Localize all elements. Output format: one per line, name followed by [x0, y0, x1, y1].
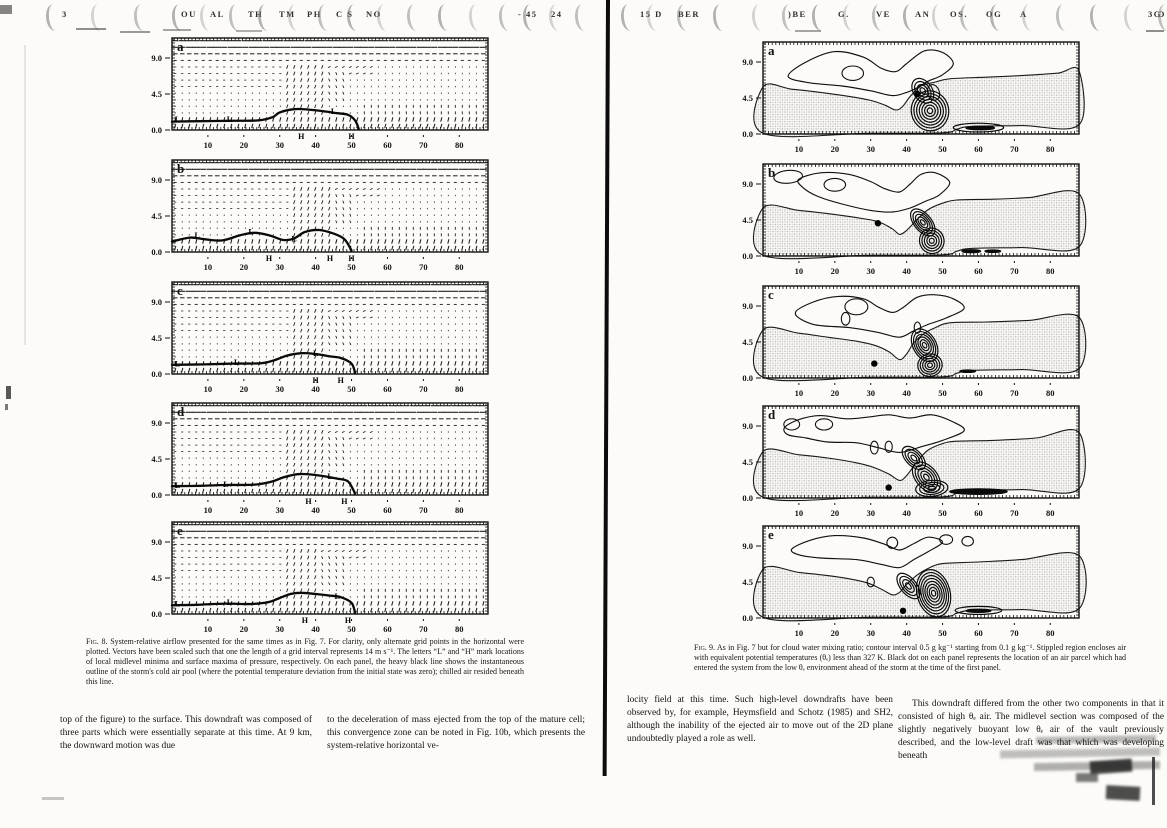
svg-text:40: 40: [311, 262, 320, 272]
running-head-fragment: AN: [915, 9, 931, 19]
svg-text:0.0: 0.0: [151, 125, 162, 135]
svg-text:c: c: [177, 283, 183, 298]
svg-text:40: 40: [311, 384, 320, 394]
fig8-panel-c: [117, 279, 502, 401]
svg-text:4.5: 4.5: [151, 454, 162, 464]
svg-text:50: 50: [347, 624, 356, 634]
svg-text:10: 10: [203, 262, 213, 272]
low-pressure-mark: L: [174, 481, 181, 490]
svg-text:10: 10: [794, 144, 804, 154]
svg-text:80: 80: [455, 262, 464, 272]
running-head-fragment: A: [1020, 9, 1028, 19]
svg-text:40: 40: [311, 624, 320, 634]
svg-text:20: 20: [239, 624, 249, 634]
svg-text:9.0: 9.0: [742, 57, 753, 67]
svg-text:b: b: [177, 161, 185, 176]
low-pressure-mark: L: [327, 472, 333, 482]
svg-text:40: 40: [311, 140, 320, 150]
svg-text:20: 20: [239, 262, 249, 272]
svg-text:40: 40: [311, 505, 320, 515]
svg-text:70: 70: [419, 140, 428, 150]
svg-text:4.5: 4.5: [151, 211, 162, 221]
air-parcel-dot: [900, 608, 906, 614]
svg-text:80: 80: [455, 140, 464, 150]
scan-artifact: [42, 797, 64, 800]
svg-text:30: 30: [275, 505, 284, 515]
svg-text:60: 60: [383, 624, 392, 634]
fig9-panel-a: [708, 39, 1093, 161]
running-head-fragment: - 45: [518, 9, 538, 19]
svg-text:20: 20: [830, 144, 840, 154]
svg-text:40: 40: [902, 144, 911, 154]
scan-artifact: [24, 45, 26, 345]
scan-artifact: [0, 5, 12, 14]
svg-text:10: 10: [203, 140, 213, 150]
running-head-fragment: 3Ѡ: [1148, 9, 1166, 19]
low-pressure-mark: L: [194, 231, 200, 241]
svg-text:4.5: 4.5: [151, 333, 162, 343]
fig9-caption: Fig. 9. As in Fig. 7 but for cloud water mixing ratio; contour interval 0.5 g kg⁻¹ starting from 0.1 g kg⁻¹. Stippled region encloses air with equivalent potential temperatures (θₑ) less than 327 K. Black dot on each panel represents the location of an air parcel which had entered the system from the low θₑ environment ahead of the storm at the time of the first panel.: [694, 643, 1126, 672]
svg-text:0.0: 0.0: [742, 129, 753, 139]
svg-text:0.0: 0.0: [151, 369, 162, 379]
running-head-fragment: C S: [336, 9, 354, 19]
scan-artifact: [1106, 785, 1141, 801]
fig8-caption: Fig. 8. System-relative airflow presented for the same times as in Fig. 7. For clarity, only alternate grid points in the horizontal were plotted. Vectors have been scaled such that one the length of a grid interval represents 14 m s⁻¹. The letters “L” and “H” mark locations of local midlevel minima and surface maxima of pressure, respectively. On each panel, the heavy black line shows the instantaneous outline of the storm's cold air pool (where the potential temperature deviation from the initial state was zero); chilled air resided beneath this line.: [86, 637, 525, 686]
high-pressure-mark: H: [341, 497, 348, 506]
scan-artifact: [1076, 773, 1098, 782]
low-pressure-mark: L: [174, 115, 181, 125]
svg-text:50: 50: [347, 384, 356, 394]
scan-artifact: [236, 30, 262, 32]
low-pressure-mark: L: [330, 107, 337, 117]
svg-text:50: 50: [938, 144, 947, 154]
scan-artifact: [163, 29, 191, 31]
svg-text:0.0: 0.0: [151, 490, 162, 500]
low-pressure-mark: L: [233, 358, 240, 367]
svg-text:60: 60: [383, 384, 392, 394]
fig8-panel-b: [117, 157, 502, 279]
svg-text:50: 50: [347, 505, 356, 515]
air-parcel-dot: [875, 220, 881, 226]
svg-text:10: 10: [203, 624, 213, 634]
svg-text:4.5: 4.5: [151, 573, 162, 583]
svg-text:9.0: 9.0: [151, 297, 162, 307]
svg-text:4.5: 4.5: [742, 93, 753, 103]
svg-text:20: 20: [239, 384, 249, 394]
svg-text:60: 60: [383, 140, 392, 150]
svg-text:a: a: [177, 39, 184, 54]
fig9-panel-c: [708, 283, 1093, 405]
running-head-fragment: OS.: [950, 9, 968, 19]
high-pressure-mark: H: [298, 132, 305, 141]
svg-text:9.0: 9.0: [151, 53, 162, 63]
fig8-panel-d: [117, 400, 502, 522]
high-pressure-mark: H: [344, 616, 352, 625]
high-pressure-mark: H: [326, 254, 334, 263]
high-pressure-mark: H: [348, 132, 355, 141]
svg-text:50: 50: [347, 262, 356, 272]
fig8-panel-a: [117, 35, 502, 157]
fig8-panel-e: [117, 519, 502, 641]
right-body-col2: This downdraft differed from the other two components in that it consisted of high θₑ air. The midlevel section was composed of the slightly negatively buoyant low θₑ air of the vault previously described, and the low-level draft was that which was developing beneath: [898, 699, 1164, 761]
svg-text:9.0: 9.0: [151, 418, 162, 428]
svg-text:9.0: 9.0: [151, 175, 162, 185]
fig9-panel-b: [708, 161, 1093, 283]
svg-text:60: 60: [383, 505, 392, 515]
fig9-panel-d: [708, 403, 1093, 525]
low-pressure-mark: L: [226, 598, 233, 607]
svg-text:80: 80: [455, 505, 464, 515]
high-pressure-mark: H: [305, 497, 312, 506]
running-head-fragment: 3: [62, 9, 68, 19]
svg-text:0.0: 0.0: [151, 247, 162, 257]
running-head-fragment: OU: [181, 9, 197, 19]
svg-text:80: 80: [455, 624, 464, 634]
svg-text:a: a: [768, 43, 775, 58]
air-parcel-dot: [885, 484, 891, 490]
right-body-col1: locity field at this time. Such high-level downdrafts have been observed by, for example, Heymsfield and Schotz (1985) and SH2, although the inability of the ejected air to move out of the 2D plane undoubtedly played a role as well.: [627, 695, 893, 744]
svg-text:50: 50: [347, 140, 356, 150]
running-head-fragment: 15 D: [640, 9, 663, 19]
running-head-fragment: TH: [248, 9, 264, 19]
scan-artifact: [5, 404, 8, 410]
low-pressure-mark: L: [334, 592, 340, 601]
scan-artifact: [795, 30, 821, 32]
svg-text:10: 10: [203, 384, 213, 394]
low-pressure-mark: L: [226, 114, 233, 124]
air-parcel-dot: [871, 360, 877, 366]
scan-artifact: [1146, 30, 1164, 32]
svg-text:d: d: [177, 404, 185, 419]
svg-text:30: 30: [275, 384, 284, 394]
fig9-panel-e: [708, 523, 1093, 645]
scan-artifact: [76, 28, 106, 30]
svg-text:20: 20: [239, 140, 249, 150]
svg-text:60: 60: [383, 262, 392, 272]
low-pressure-mark: L: [174, 359, 181, 369]
high-pressure-mark: H: [312, 376, 319, 385]
high-pressure-mark: H: [348, 254, 355, 263]
low-pressure-mark: L: [223, 479, 229, 489]
svg-text:70: 70: [419, 505, 428, 515]
svg-text:80: 80: [1046, 144, 1055, 154]
running-head-fragment: BER: [678, 9, 700, 19]
running-head-fragment: OG: [986, 9, 1003, 19]
svg-text:10: 10: [203, 505, 213, 515]
left-body-col2: to the deceleration of mass ejected from the top of the mature cell; this convergence zone can be noted in Fig. 10b, which presents the system-relative horizontal ve-: [327, 715, 585, 751]
svg-text:30: 30: [275, 140, 284, 150]
svg-text:70: 70: [419, 262, 428, 272]
low-pressure-mark: L: [312, 349, 319, 359]
running-head-fragment: PH: [307, 9, 322, 19]
svg-text:80: 80: [455, 384, 464, 394]
svg-text:70: 70: [1010, 144, 1019, 154]
running-head-fragment: TM: [279, 9, 296, 19]
running-head-fragment: 24: [551, 9, 563, 19]
running-head-fragment: AL: [210, 9, 225, 19]
high-pressure-mark: H: [337, 376, 344, 385]
high-pressure-mark: H: [301, 616, 308, 625]
low-pressure-mark: L: [174, 599, 181, 609]
left-body-col1: top of the figure) to the surface. This downdraft was composed of three parts which were essentially separate at this time. At 9 km, the downward motion was due: [60, 715, 312, 751]
air-parcel-dot: [914, 91, 920, 97]
svg-text:e: e: [177, 523, 183, 538]
svg-text:60: 60: [974, 144, 983, 154]
scan-artifact: [6, 386, 11, 399]
running-head-fragment: )BE: [788, 9, 807, 19]
low-pressure-mark: L: [291, 234, 297, 244]
running-head-fragment: G.: [838, 9, 850, 19]
svg-text:30: 30: [866, 144, 875, 154]
svg-text:9.0: 9.0: [151, 537, 162, 547]
running-head-fragment: NO: [366, 9, 382, 19]
low-pressure-mark: L: [248, 227, 254, 237]
svg-text:4.5: 4.5: [151, 89, 162, 99]
svg-text:0.0: 0.0: [151, 609, 162, 619]
high-pressure-mark: H: [265, 254, 273, 263]
scan-artifact: [120, 31, 150, 33]
svg-text:30: 30: [275, 262, 284, 272]
svg-text:20: 20: [239, 505, 249, 515]
svg-text:30: 30: [275, 624, 284, 634]
running-head-fragment: VE: [876, 9, 891, 19]
svg-text:70: 70: [419, 384, 428, 394]
svg-text:70: 70: [419, 624, 428, 634]
